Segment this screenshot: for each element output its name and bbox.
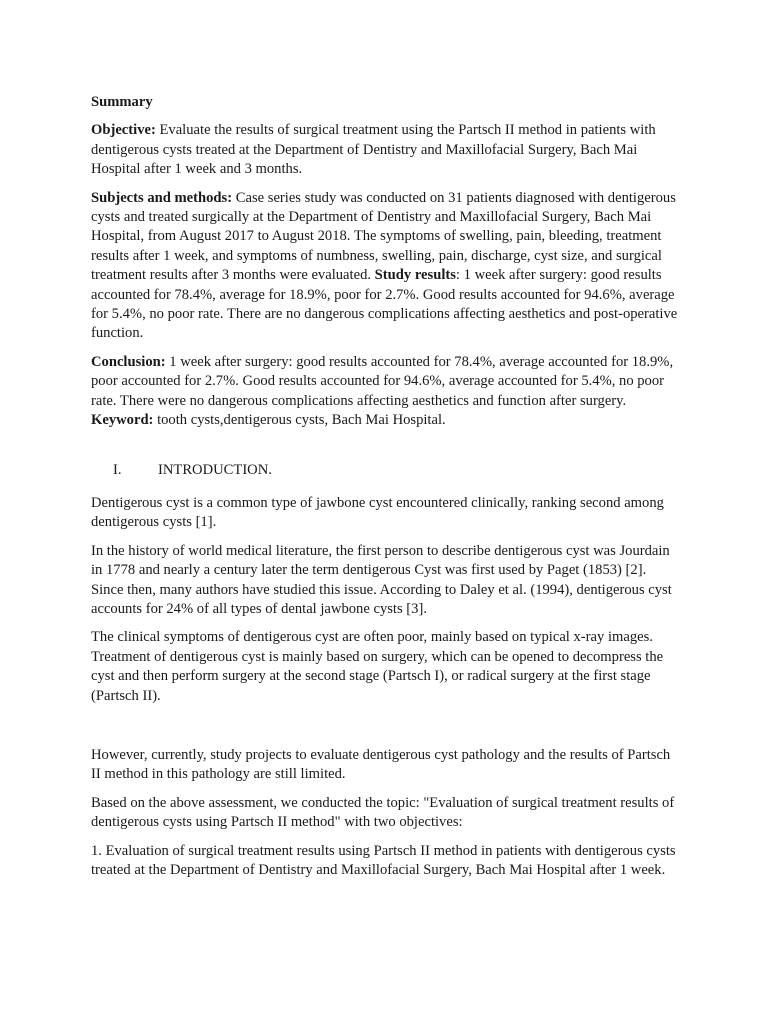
document-page	[91, 93, 681, 889]
objective-label: Objective:	[91, 122, 156, 139]
methods-label: Subjects and methods:	[91, 189, 233, 206]
summary-heading: Summary	[91, 94, 153, 110]
conclusion-text: 1 week after surgery: good results accounted for 78.4%, average accounted for 18.9%, poor accounted for 2.7%. Good results accounted for 94.6%, average accounted for 5.4%, no poor rate. There were no dangerous complications affecting aesthetics and function after surgery.	[91, 353, 674, 409]
intro-paragraph: However, currently, study projects to evaluate dentigerous cyst pathology and the results of Partsch II method in this pathology are still limited.	[91, 746, 671, 783]
intro-paragraph: The clinical symptoms of dentigerous cyst are often poor, mainly based on typical x-ray images. Treatment of dentigerous cyst is mainly based on surgery, which can be opened to decompress the cyst and then perform surgery at the second stage (Partsch I), or radical surgery at the first stage (Partsch II).	[91, 629, 664, 704]
introduction-heading	[91, 461, 681, 480]
conclusion-paragraph	[91, 353, 681, 431]
keyword-text: tooth cysts,dentigerous cysts, Bach Mai Hospital.	[153, 412, 446, 429]
objective-list-item: 1. Evaluation of surgical treatment results using Partsch II method in patients with dentigerous cysts treated at the Department of Dentistry and Maxillofacial Surgery, Bach Mai Hospital after 1 week.	[91, 842, 676, 878]
conclusion-label: Conclusion:	[91, 353, 166, 370]
objective-paragraph	[91, 121, 681, 179]
methods-text: Case series study was conducted on 31 patients diagnosed with dentigerous cysts and treated surgically at the Department of Dentistry and Maxillofacial Surgery, Bach Mai Hospital, from August 2017 to August 2018. The symptoms of swelling, pain, bleeding, treatment results after 1 week, and symptoms of numbness, swelling, pain, discharge, cyst size, and surgical treatment results after 3 months were evaluated.	[91, 189, 676, 284]
objective-text: Evaluate the results of surgical treatment using the Partsch II method in patients with dentigerous cysts treated at the Department of Dentistry and Maxillofacial Surgery, Bach Mai Hospital after 1 week and 3 months.	[91, 122, 656, 178]
intro-paragraph: Dentigerous cyst is a common type of jawbone cyst encountered clinically, ranking second among dentigerous cysts [1].	[91, 494, 664, 531]
results-label: Study results	[374, 267, 456, 284]
keyword-label: Keyword:	[91, 412, 154, 429]
intro-paragraph: Based on the above assessment, we conducted the topic: "Evaluation of surgical treatment results of dentigerous cysts using Partsch II method" with two objectives:	[91, 794, 675, 831]
methods-paragraph	[91, 189, 681, 344]
section-title: INTRODUCTION.	[158, 461, 272, 478]
section-number: I.	[113, 461, 122, 478]
results-text: : 1 week after surgery: good results accounted for 78.4%, average for 18.9%, poor for 2.7%. Good results accounted for 94.6%, average for 5.4%, no poor rate. There are no dangerous complications affecting aesthetics and post-operative function.	[91, 267, 678, 342]
intro-paragraph: In the history of world medical literature, the first person to describe dentigerous cyst was Jourdain in 1778 and nearly a century later the term dentigerous Cyst was first used by Paget (1853) [2]. Since then, many authors have studied this issue. According to Daley et al. (1994), dentigerous cyst accounts for 24% of all types of dental jawbone cysts [3].	[91, 542, 672, 617]
